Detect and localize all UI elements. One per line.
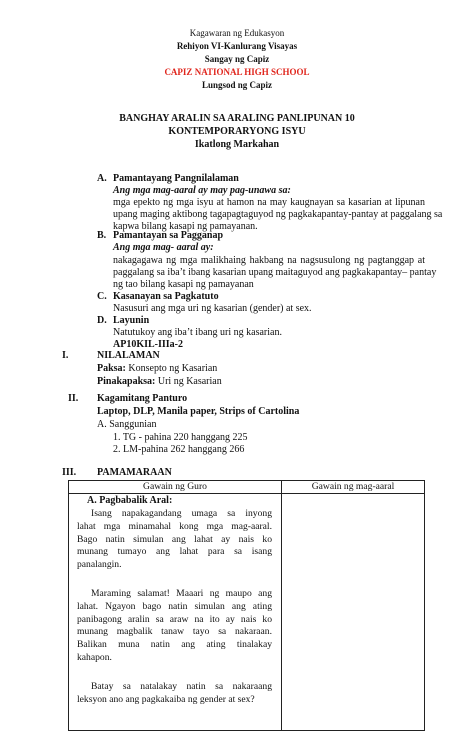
section-i-title: NILALAMAN <box>97 350 160 361</box>
objective-a-sub: Ang mga mag-aaral ay may pag-unawa sa: <box>113 185 291 196</box>
competency-code: AP10KIL-IIIa-2 <box>113 339 184 350</box>
review-subheading: A. Pagbabalik Aral: <box>87 495 173 506</box>
teacher-line: Isang napakagandang umaga sa inyong <box>91 508 272 519</box>
division-name: Sangay ng Capiz <box>204 54 270 64</box>
teacher-line: panalangin. <box>77 559 122 571</box>
city-name: Lungsod ng Capiz <box>201 80 273 90</box>
teacher-line: Maraming salamat! Maaari ng maupo ang <box>91 588 272 599</box>
teacher-line: Balikan muna natin ang ating tinalakay <box>77 639 272 651</box>
student-column-header: Gawain ng mag-aaral <box>282 481 425 494</box>
sanggunian-label: A. Sanggunian <box>97 419 157 430</box>
lesson-plan-title: BANGHAY ARALIN SA ARALING PANLIPUNAN 10 <box>119 113 355 124</box>
objective-a-line3: kapwa bilang kasapi ng pamayanan. <box>113 221 258 232</box>
region-name: Rehiyon VI-Kanlurang Visayas <box>176 41 298 51</box>
objective-c-line: Nasusuri ang mga uri ng kasarian (gender) at sex. <box>113 303 312 314</box>
objective-c-label: Kasanayan sa Pagkatuto <box>113 291 219 302</box>
section-iii-numeral: III. <box>62 467 77 478</box>
teacher-line: Bago natin simulan ang lahat ay nais ko <box>77 533 272 545</box>
teacher-line: munang magbalik tanaw tayo sa nakaraan. <box>77 626 272 638</box>
teacher-line: munang tumayo ang lahat para sa isang <box>77 546 272 558</box>
paksa-label: Paksa: <box>97 363 126 374</box>
teacher-line: lahat. Ngayon bago natin simulan ang ating <box>77 600 272 612</box>
department-name: Kagawaran ng Edukasyon <box>189 28 285 38</box>
objective-a-line2: upang maging aktibong tagapagtaguyod ng pagkakapantay-pantay at paggalang sa <box>113 209 443 220</box>
teacher-column-header: Gawain ng Guro <box>69 481 282 494</box>
section-ii-title: Kagamitang Panturo <box>97 393 188 404</box>
objective-b-sub: Ang mga mag- aaral ay: <box>113 242 214 253</box>
objective-d-label: Layunin <box>113 315 150 326</box>
teacher-line: leksyon ano ang pagkakaiba ng gender at sex? <box>77 693 255 705</box>
reference-2: 2. LM-pahina 262 hanggang 266 <box>113 444 245 455</box>
objective-a-line1: mga epekto ng mga isyu at hamon na may kaugnayan sa kasarian at lipunan <box>113 197 425 208</box>
subject-title: KONTEMPORARYONG ISYU <box>168 126 306 137</box>
objective-a-letter: A. <box>97 173 107 184</box>
student-activity-cell <box>282 494 425 731</box>
section-ii-numeral: II. <box>68 393 79 404</box>
procedure-table <box>68 480 425 731</box>
teacher-line: lahat mga minamahal kong mga mag-aaral. <box>77 520 272 532</box>
teacher-line: kahapon. <box>77 651 112 663</box>
objective-b-line3: ng tao bilang kasapi ng pamayanan <box>113 279 254 290</box>
quarter-title: Ikatlong Markahan <box>194 139 280 150</box>
teacher-paragraph-3 <box>77 681 272 707</box>
objective-a-label: Pamantayang Pangnilalaman <box>113 173 239 184</box>
objective-d-letter: D. <box>97 315 107 326</box>
pinakapaksa-label: Pinakapaksa: <box>97 376 156 387</box>
materials-list: Laptop, DLP, Manila paper, Strips of Cartolina <box>97 406 300 417</box>
teacher-line: panibagong aralin sa araw na ito ay nais ko <box>77 613 272 625</box>
teacher-paragraph-1 <box>77 508 272 572</box>
objective-d-line: Natutukoy ang iba’t ibang uri ng kasarian. <box>113 327 282 338</box>
paksa-value: Konsepto ng Kasarian <box>128 363 218 374</box>
objective-b-line1: nakagagawa ng mga malikhaing hakbang na nagsusulong ng pagtanggap at <box>113 255 425 266</box>
teacher-activity-cell <box>69 494 282 731</box>
objective-b-letter: B. <box>97 230 107 241</box>
teacher-paragraph-2 <box>77 588 272 665</box>
section-iii-title: PAMAMARAAN <box>97 467 172 478</box>
teacher-line: Batay sa natalakay natin sa nakaraang <box>91 681 272 692</box>
section-i-numeral: I. <box>62 350 69 361</box>
pinakapaksa-value: Uri ng Kasarian <box>157 376 222 387</box>
objective-b-line2: paggalang sa iba’t ibang kasarian upang maitaguyod ang pagkakapantay– pantay <box>113 267 437 278</box>
objective-c-letter: C. <box>97 291 107 302</box>
reference-1: 1. TG - pahina 220 hanggang 225 <box>113 432 248 443</box>
school-name: CAPIZ NATIONAL HIGH SCHOOL <box>164 67 310 77</box>
objective-b-label: Pamantayan sa Pagganap <box>113 230 224 241</box>
